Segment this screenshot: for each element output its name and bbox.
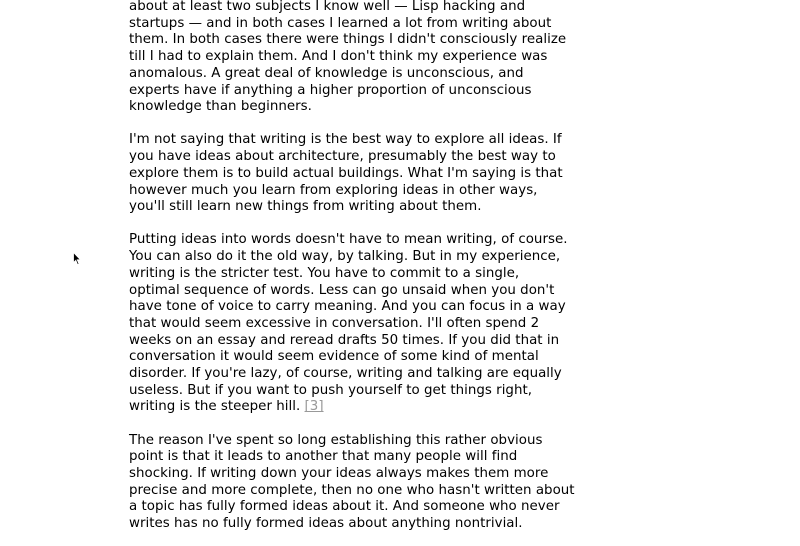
essay-paragraph-3 xyxy=(129,232,584,416)
mouse-pointer-icon xyxy=(73,251,81,265)
essay-paragraph-4: The reason I've spent so long establishing this rather obvious point is that it leads to another that many people will find shocking. If writing down your ideas always makes them more precise and more complete, then no one who hasn't written about a topic has fully formed ideas about it. And someone who never writes has no fully formed ideas about anything nontrivial. xyxy=(129,432,575,532)
essay-paragraph-2: I'm not saying that writing is the best way to explore all ideas. If you have ideas about architecture, presumably the best way to explore them is to build actual buildings. What I'm saying is that however much you learn from exploring ideas in other ways, you'll still learn new things from writing about them. xyxy=(129,132,563,215)
essay-paragraph-1: about at least two subjects I know well — Lisp hacking and startups — and in both cases I learned a lot from writing about them. In both cases there were things I didn't consciously realize till I had to explain them. And I don't think my experience was anomalous. A great deal of knowledge is unconscious, and experts have if anything a higher proportion of unconscious knowledge than beginners. xyxy=(129,0,567,115)
essay-body xyxy=(129,0,584,533)
footnote-link-3[interactable]: [3] xyxy=(304,399,324,415)
essay-paragraph-3-text: Putting ideas into words doesn't have to mean writing, of course. You can also do it the old way, by talking. But in my experience, writing is the stricter test. You have to commit to a single, optimal sequence of words. Less can go unsaid when you don't have tone of voice to carry meaning. And you can focus in a way that would seem excessive in conversation. I'll often spend 2 weeks on an essay and reread drafts 50 times. If you did that in conversation it would seem evidence of some kind of mental disorder. If you're lazy, of course, writing and talking are equally useless. But if you want to push yourself to get things right, writing is the steeper hill. xyxy=(129,232,568,415)
